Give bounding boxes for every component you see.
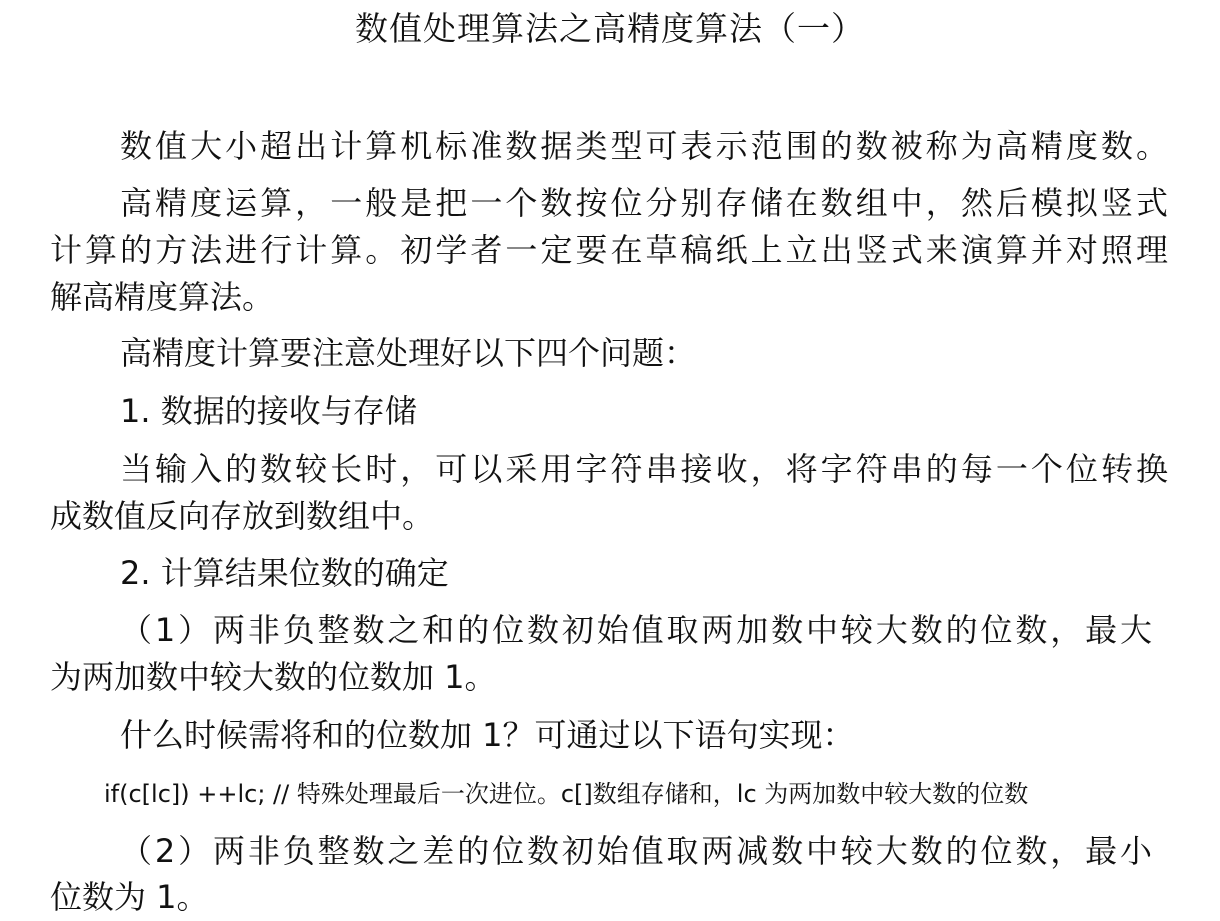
paragraph-2-line-3: 解高精度算法。 — [50, 278, 275, 316]
paragraph-5-line-1: （1）两非负整数之和的位数初始值取两加数中较大数的位数，最大 — [120, 611, 1152, 649]
paragraph-1-line-1: 数值大小超出计算机标准数据类型可表示范围的数被称为高精度数。 — [120, 127, 1168, 165]
paragraph-3-line-1: 高精度计算要注意处理好以下四个问题： — [120, 334, 697, 372]
paragraph-4-line-1: 当输入的数较长时，可以采用字符串接收，将字符串的每一个位转换 — [120, 450, 1168, 488]
paragraph-2-line-1: 高精度运算，一般是把一个数按位分别存储在数组中，然后模拟竖式 — [120, 184, 1168, 222]
document-title: 数值处理算法之高精度算法（一） — [355, 9, 865, 48]
paragraph-4-line-2: 成数值反向存放到数组中。 — [50, 497, 435, 535]
paragraph-2-line-2: 计算的方法进行计算。初学者一定要在草稿纸上立出竖式来演算并对照理 — [50, 231, 1168, 269]
paragraph-5-line-2: 为两加数中较大数的位数加 1。 — [50, 658, 497, 696]
code-line-1: if(c[lc]) ++lc; // 特殊处理最后一次进位。c[]数组存储和，lc 为两加数中较大数的位数 — [104, 780, 1029, 808]
paragraph-6-line-1: 什么时候需将和的位数加 1？可通过以下语句实现： — [120, 716, 855, 754]
paragraph-7-line-1: （2）两非负整数之差的位数初始值取两减数中较大数的位数，最小 — [120, 832, 1152, 870]
section-heading-2: 2. 计算结果位数的确定 — [120, 554, 449, 592]
paragraph-7-line-2: 位数为 1。 — [50, 878, 209, 916]
section-heading-1: 1. 数据的接收与存储 — [120, 392, 417, 430]
